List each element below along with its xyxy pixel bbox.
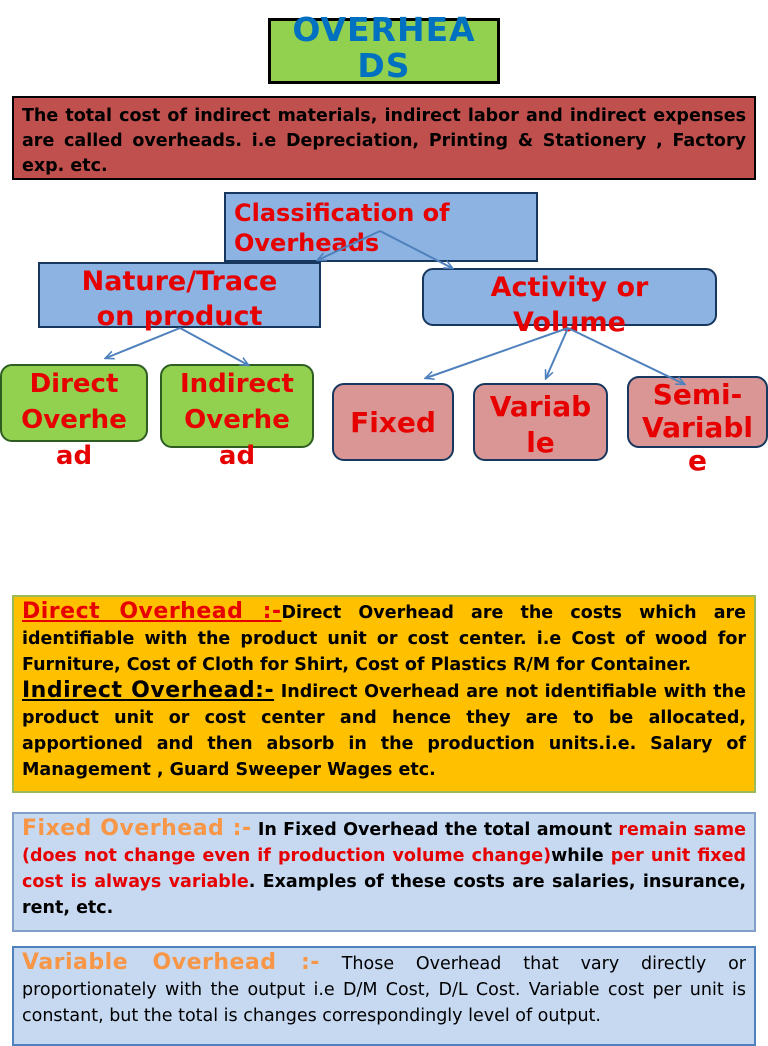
activity-label: Activity or Volume	[490, 272, 649, 338]
nature-label: Nature/Trace on product	[81, 266, 278, 332]
direct-indirect-info-box	[12, 595, 756, 793]
arrow-activity-to-semi	[568, 328, 684, 384]
arrow-activity-to-fixed	[426, 328, 568, 378]
fixed-text-1: In Fixed Overhead the total amount	[251, 820, 619, 840]
fixed-text-red-2: per unit fixed cost is always variable	[22, 846, 746, 892]
direct-overhead-text: Direct Overhead are the costs which are identifiable with the product unit or cost center. i.e Cost of wood for Furniture, Cost of Cloth for Shirt, Cost of Plastics R/M for Container.	[22, 603, 746, 675]
direct-overhead-heading: Direct Overhead :-	[22, 599, 282, 624]
arrow-root-to-nature	[318, 231, 380, 260]
semi-variable-label: Semi- Variabl e	[642, 378, 753, 477]
direct-overhead-label: Direct Overhe ad	[21, 369, 127, 471]
fixed-label: Fixed	[350, 406, 436, 439]
variable-overhead-info-box	[12, 946, 756, 1046]
indirect-overhead-heading: Indirect Overhead:-	[22, 678, 275, 703]
arrow-nature-to-direct	[106, 328, 180, 358]
indirect-overhead-label: Indirect Overhe ad	[179, 369, 294, 471]
variable-label: Variab le	[489, 390, 592, 459]
variable-overhead-text: Those Overhead that vary directly or proportionately with the output i.e D/M Cost, D/L Cost. Variable cost per unit is constant, but the total is changes correspondingly level of output.	[22, 954, 747, 1026]
definition-box: The total cost of indirect materials, indirect labor and indirect expenses are called overheads. i.e Depreciation, Printing & Stationery , Factory exp. etc.	[12, 96, 756, 180]
fixed-overhead-info-box	[12, 812, 756, 932]
arrow-nature-to-indirect	[180, 328, 248, 365]
classification-label: Classification of Overheads	[234, 199, 450, 257]
arrow-root-to-activity	[380, 231, 452, 268]
fixed-overhead-heading: Fixed Overhead :-	[22, 816, 252, 841]
fixed-text-3: . Examples of these costs are salaries, insurance, rent, etc.	[22, 872, 746, 918]
variable-overhead-heading: Variable Overhead :-	[22, 950, 320, 975]
fixed-text-red-1: remain same (does not change even if production volume change)	[22, 820, 747, 866]
page-title: OVERHEA DS	[292, 10, 476, 85]
indirect-overhead-text: Indirect Overhead are not identifiable with the product unit or cost center and hence they are to be allocated, apportioned and then absorb in the production units.i.e. Salary of Management , Guard Sweeper Wages etc.	[22, 682, 746, 780]
fixed-text-2: while	[551, 846, 611, 866]
